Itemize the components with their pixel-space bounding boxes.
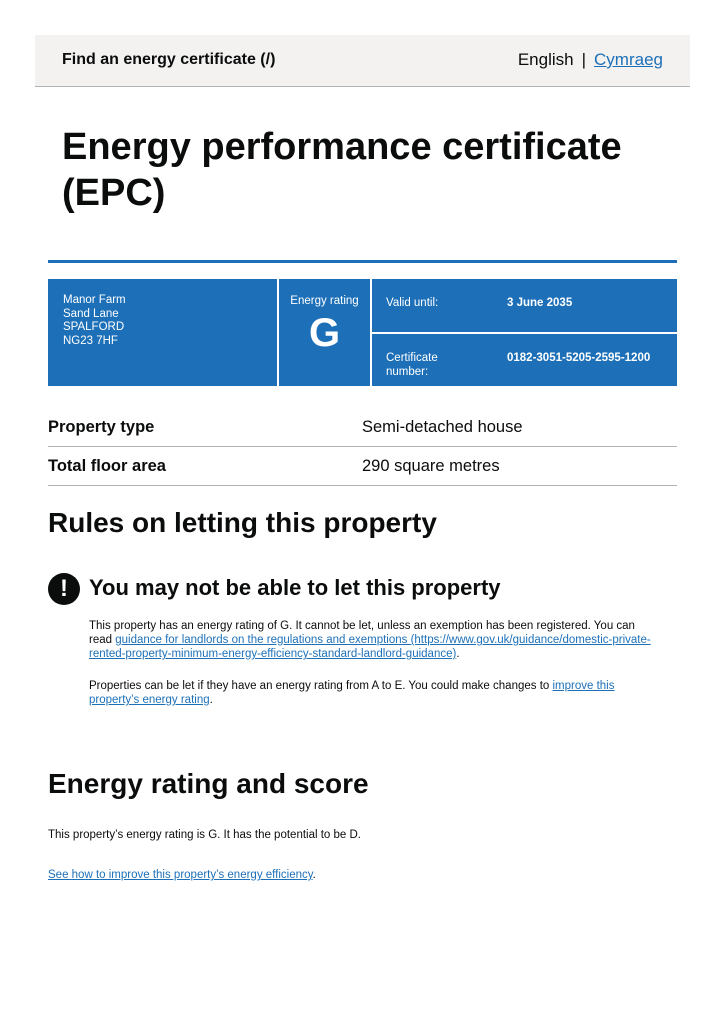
- service-name-label[interactable]: Find an energy certificate: [62, 51, 256, 68]
- energy-rating-label: Energy rating: [290, 295, 359, 307]
- property-address: [63, 294, 126, 348]
- improve-rating-link[interactable]: improve this property’s energy rating: [89, 680, 615, 706]
- service-name[interactable]: [62, 51, 275, 69]
- service-root-link[interactable]: (/): [260, 51, 276, 68]
- letting-text-1: This property has an energy rating of G. It cannot be let, unless an exemption has been registered. You can read: [89, 620, 635, 646]
- epc-summary: [48, 279, 677, 386]
- address-line-1: Manor Farm: [63, 294, 126, 306]
- language-separator: |: [581, 50, 587, 69]
- floor-area-label: Total floor area: [48, 457, 166, 475]
- letting-text-2-end: .: [209, 694, 213, 706]
- certificate-number-value: 0182-3051-5205-2595-1200: [507, 352, 651, 364]
- property-type-row: [48, 409, 677, 447]
- property-type-label: Property type: [48, 418, 155, 436]
- letting-text-1-end: .: [456, 648, 460, 660]
- address-postcode: NG23 7HF: [63, 334, 118, 347]
- language-switcher: [518, 50, 663, 70]
- energy-efficiency-link[interactable]: See how to improve this property’s energy efficiency: [48, 869, 313, 881]
- energy-efficiency-paragraph: [48, 868, 668, 882]
- energy-rating-heading: Energy rating and score: [48, 768, 369, 799]
- energy-rating-letter: G: [308, 311, 341, 355]
- energy-efficiency-link-end: .: [312, 869, 316, 881]
- certificate-number-label: Certificate number:: [386, 352, 438, 378]
- address-line-3: SPALFORD: [63, 321, 125, 333]
- language-welsh-link[interactable]: Cymraeg: [594, 50, 663, 69]
- letting-paragraph-1: [89, 619, 661, 661]
- letting-rules-heading: Rules on letting this property: [48, 507, 437, 538]
- floor-area-value: 290 square metres: [362, 457, 500, 475]
- summary-divider: [372, 332, 677, 334]
- energy-rating-text: This property’s energy rating is G. It has the potential to be D.: [48, 829, 362, 841]
- property-type-value: Semi-detached house: [362, 418, 523, 436]
- language-english: English: [517, 50, 574, 69]
- letting-paragraph-2: [89, 679, 661, 707]
- address-line-2: Sand Lane: [63, 307, 119, 320]
- landlord-guidance-link[interactable]: guidance for landlords on the regulations and exemptions (https://www.gov.uk/guidance/domestic-private-rented-property-minimum-energy-efficiency-standard-landlord-guidance): [89, 634, 651, 660]
- divider: [48, 260, 677, 263]
- page-title: Energy performance certificate (EPC): [62, 126, 622, 214]
- letting-text-2: Properties can be let if they have an energy rating from A to E. You could make changes to: [89, 680, 553, 692]
- warning-icon: !: [48, 573, 80, 605]
- site-header: [35, 35, 690, 87]
- floor-area-row: [48, 448, 677, 486]
- valid-until-label: Valid until:: [386, 297, 439, 309]
- warning-title: You may not be able to let this property: [89, 575, 501, 600]
- valid-until-value: 3 June 2035: [507, 297, 573, 309]
